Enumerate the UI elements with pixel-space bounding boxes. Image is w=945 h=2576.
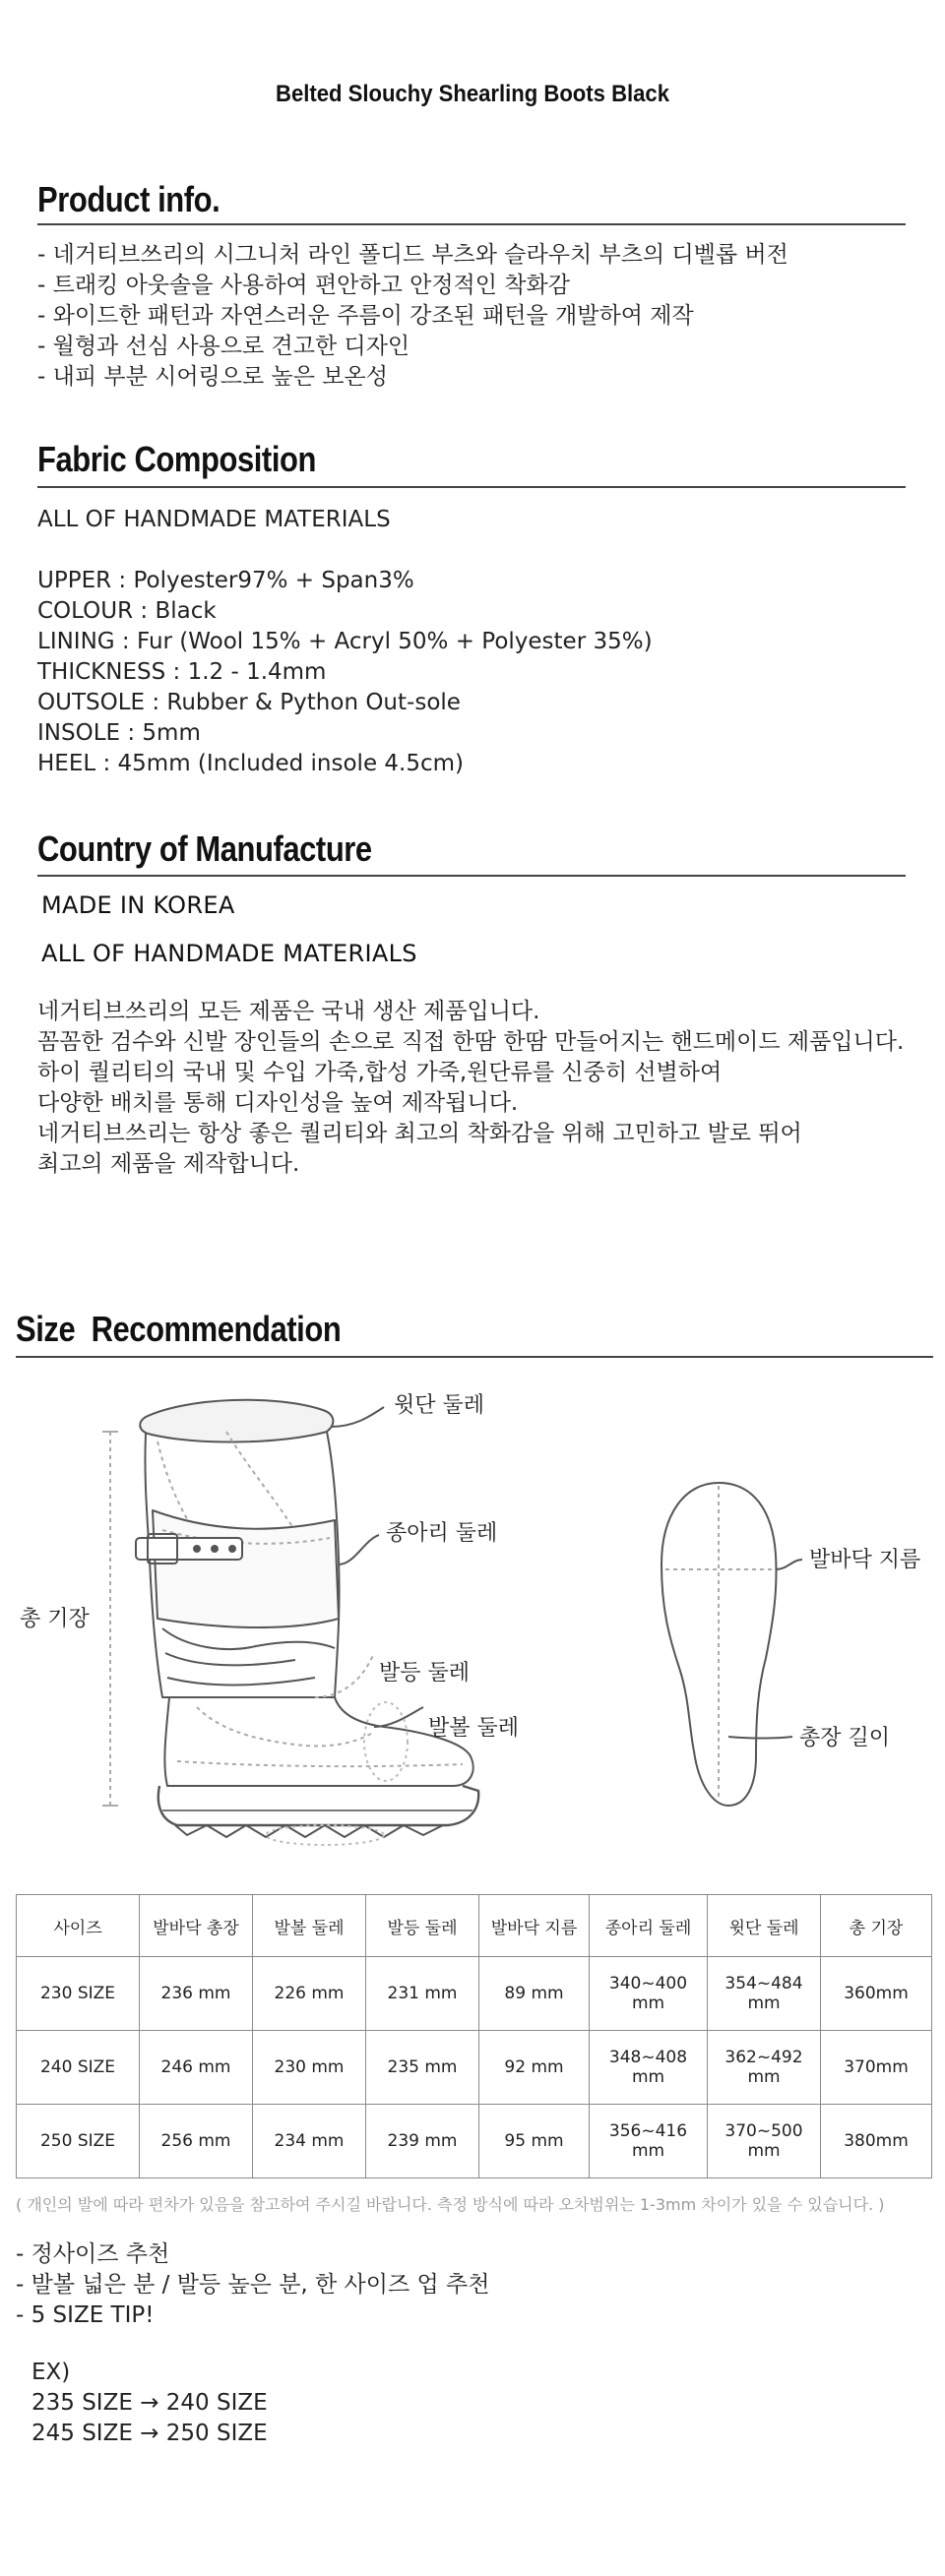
tip-item: - 정사이즈 추천	[16, 2241, 170, 2267]
diagram-label-sole-width: 발바닥 지름	[809, 1548, 921, 1572]
fabric-spec-list	[37, 566, 653, 779]
size-heading: Size Recommendation	[16, 1309, 342, 1349]
diagram-label-total-height: 총 기장	[20, 1607, 90, 1631]
size-examples	[32, 2358, 268, 2449]
paragraph-line: 꼼꼼한 검수와 신발 장인들의 손으로 직접 한땀 한땀 만들어지는 핸드메이드 제품입니다.	[37, 1029, 905, 1055]
table-cell: 354~484 mm	[708, 1957, 821, 2031]
diagram-label-total-length: 총장 길이	[799, 1726, 891, 1750]
divider	[37, 875, 906, 877]
table-cell: 356~416 mm	[590, 2105, 708, 2178]
table-cell: 235 mm	[366, 2031, 479, 2105]
column-header: 발바닥 지름	[479, 1895, 590, 1957]
list-item: - 월형과 선심 사용으로 견고한 디자인	[37, 334, 410, 359]
tip-item: - 발볼 넓은 분 / 발등 높은 분, 한 사이즈 업 추천	[16, 2272, 490, 2298]
product-title: Belted Slouchy Shearling Boots Black	[276, 81, 669, 107]
list-item: - 와이드한 패턴과 자연스러운 주름이 강조된 패턴을 개발하여 제작	[37, 303, 694, 329]
column-header: 윗단 둘레	[708, 1895, 821, 1957]
example-line: 245 SIZE → 250 SIZE	[32, 2421, 268, 2446]
divider	[37, 486, 906, 488]
country-heading: Country of Manufacture	[37, 828, 372, 869]
column-header: 총 기장	[821, 1895, 932, 1957]
spec-insole: INSOLE : 5mm	[37, 720, 201, 746]
diagram-label-top-circ: 윗단 둘레	[394, 1393, 485, 1418]
paragraph-line: 하이 퀄리티의 국내 및 수입 가죽,합성 가죽,원단류를 신중히 선별하여	[37, 1060, 723, 1085]
list-item: - 네거티브쓰리의 시그니처 라인 폴디드 부츠와 슬라우치 부츠의 디벨롭 버전	[37, 242, 788, 268]
table-cell: 246 mm	[140, 2031, 253, 2105]
table-cell: 340~400 mm	[590, 1957, 708, 2031]
list-item: - 내피 부분 시어링으로 높은 보온성	[37, 364, 388, 390]
spec-lining: LINING : Fur (Wool 15% + Acryl 50% + Polyester 35%)	[37, 629, 653, 654]
size-tips	[16, 2239, 490, 2331]
measurement-note: ( 개인의 발에 따라 편차가 있음을 참고하여 주시길 바랍니다. 측정 방식에 따라 오차범위는 1-3mm 차이가 있을 수 있습니다. )	[16, 2195, 885, 2214]
spec-heel: HEEL : 45mm (Included insole 4.5cm)	[37, 751, 465, 776]
table-cell: 236 mm	[140, 1957, 253, 2031]
fabric-intro: ALL OF HANDMADE MATERIALS	[37, 507, 391, 532]
paragraph-line: 다양한 배치를 통해 디자인성을 높여 제작됩니다.	[37, 1090, 519, 1116]
table-cell: 230 SIZE	[17, 1957, 140, 2031]
column-header: 종아리 둘레	[590, 1895, 708, 1957]
example-line: 235 SIZE → 240 SIZE	[32, 2390, 268, 2416]
made-in-label: MADE IN KOREA	[41, 891, 235, 919]
table-row	[17, 1957, 932, 2031]
diagram-label-instep-circ: 발등 둘레	[379, 1661, 471, 1686]
divider	[16, 1356, 933, 1358]
product-info-list	[37, 240, 788, 393]
spec-upper: UPPER : Polyester97% + Span3%	[37, 568, 414, 593]
table-cell: 95 mm	[479, 2105, 590, 2178]
table-cell: 226 mm	[253, 1957, 366, 2031]
spec-thickness: THICKNESS : 1.2 - 1.4mm	[37, 659, 327, 685]
spec-colour: COLOUR : Black	[37, 598, 217, 624]
table-cell: 250 SIZE	[17, 2105, 140, 2178]
table-cell: 239 mm	[366, 2105, 479, 2178]
table-cell: 231 mm	[366, 1957, 479, 2031]
table-cell: 89 mm	[479, 1957, 590, 2031]
boot-illustration	[102, 1400, 478, 1845]
diagram-label-ball-circ: 발볼 둘레	[428, 1716, 520, 1741]
table-cell: 360mm	[821, 1957, 932, 2031]
table-row	[17, 2105, 932, 2178]
table-header-row	[17, 1895, 932, 1957]
table-cell: 362~492 mm	[708, 2031, 821, 2105]
example-line: EX)	[32, 2360, 71, 2385]
table-cell: 234 mm	[253, 2105, 366, 2178]
paragraph-line: 네거티브쓰리의 모든 제품은 국내 생산 제품입니다.	[37, 999, 540, 1024]
column-header: 발바닥 총장	[140, 1895, 253, 1957]
product-info-heading: Product info.	[37, 179, 220, 219]
table-cell: 230 mm	[253, 2031, 366, 2105]
table-cell: 370~500 mm	[708, 2105, 821, 2178]
sole-illustration	[662, 1483, 802, 1806]
table-cell: 92 mm	[479, 2031, 590, 2105]
divider	[37, 223, 906, 225]
table-row	[17, 2031, 932, 2105]
table-cell: 348~408 mm	[590, 2031, 708, 2105]
country-paragraph	[37, 997, 904, 1180]
spec-outsole: OUTSOLE : Rubber & Python Out-sole	[37, 690, 461, 715]
materials-label: ALL OF HANDMADE MATERIALS	[41, 940, 417, 967]
tip-item: - 5 SIZE TIP!	[16, 2302, 155, 2328]
diagram-label-calf-circ: 종아리 둘레	[386, 1521, 498, 1546]
column-header: 사이즈	[17, 1895, 140, 1957]
paragraph-line: 최고의 제품을 제작합니다.	[37, 1151, 300, 1177]
table-cell: 370mm	[821, 2031, 932, 2105]
column-header: 발등 둘레	[366, 1895, 479, 1957]
table-cell: 380mm	[821, 2105, 932, 2178]
size-diagram	[0, 1373, 945, 1879]
fabric-heading: Fabric Composition	[37, 439, 316, 479]
table-cell: 256 mm	[140, 2105, 253, 2178]
list-item: - 트래킹 아웃솔을 사용하여 편안하고 안정적인 착화감	[37, 273, 570, 298]
size-table	[16, 1894, 932, 2178]
table-cell: 240 SIZE	[17, 2031, 140, 2105]
column-header: 발볼 둘레	[253, 1895, 366, 1957]
paragraph-line: 네거티브쓰리는 항상 좋은 퀄리티와 최고의 착화감을 위해 고민하고 발로 뛰어	[37, 1121, 802, 1146]
